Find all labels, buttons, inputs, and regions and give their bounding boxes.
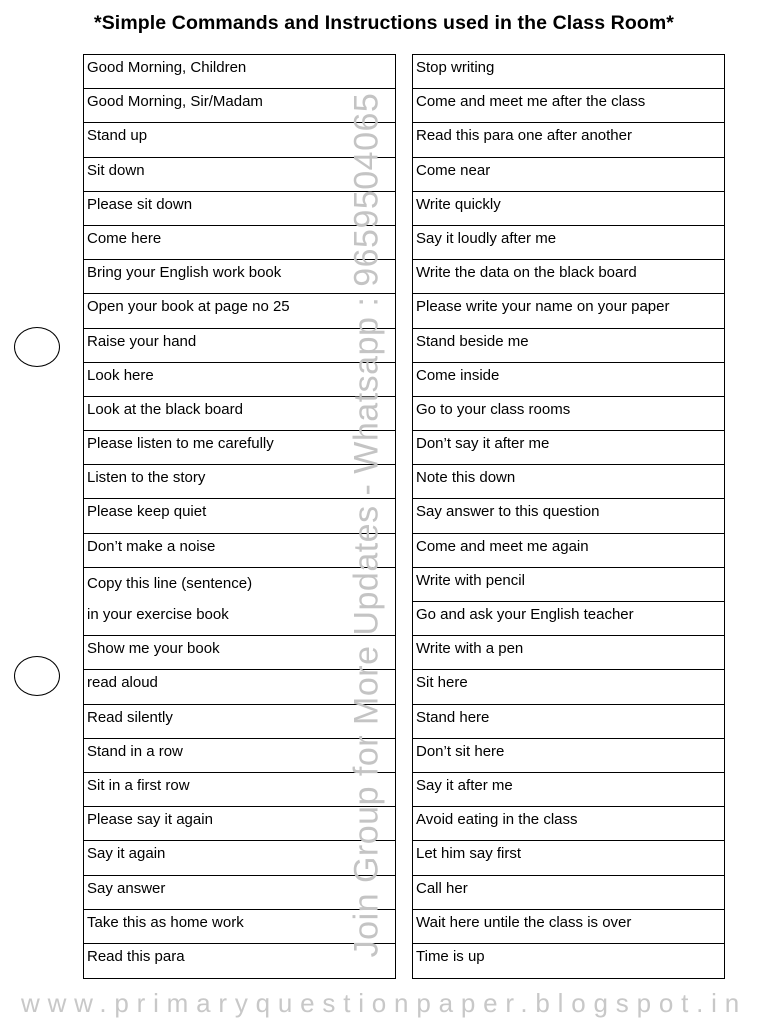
- table-row: Read this para: [87, 947, 185, 965]
- table-row: Call her: [413, 876, 724, 910]
- table-row: Come and meet me after the class: [413, 89, 724, 123]
- table-row: Read silently: [84, 705, 395, 739]
- table-row: Say answer to this question: [413, 499, 724, 533]
- table-row: Sit here: [413, 670, 724, 704]
- row-text-line: in your exercise book: [87, 605, 229, 623]
- table-row: Don’t sit here: [413, 739, 724, 773]
- table-row: Stand here: [413, 705, 724, 739]
- table-row: Come and meet me again: [413, 534, 724, 568]
- table-row: read aloud: [84, 670, 395, 704]
- table-row: Go to your class rooms: [413, 397, 724, 431]
- table-row: Please keep quiet: [84, 499, 395, 533]
- table-row: Stand in a row: [84, 739, 395, 773]
- table-row: Please say it again: [84, 807, 395, 841]
- punch-hole-bottom: [14, 656, 60, 696]
- table-row: Time is up: [416, 947, 485, 965]
- table-row: Read this para one after another: [413, 123, 724, 157]
- table-row: Sit in a first row: [84, 773, 395, 807]
- table-row: Good Morning, Children: [84, 55, 395, 89]
- table-row: Look here: [84, 363, 395, 397]
- table-row: Write with pencil: [413, 568, 724, 602]
- table-row: Come near: [413, 158, 724, 192]
- punch-hole-top: [14, 327, 60, 367]
- table-row: Let him say first: [413, 841, 724, 875]
- right-instructions-table: [412, 54, 725, 979]
- table-row: Write quickly: [413, 192, 724, 226]
- table-row: Say it loudly after me: [413, 226, 724, 260]
- table-row: Look at the black board: [84, 397, 395, 431]
- table-row: Stand up: [84, 123, 395, 157]
- table-row: Take this as home work: [84, 910, 395, 944]
- table-row: Please write your name on your paper: [413, 294, 724, 328]
- table-row: Listen to the story: [84, 465, 395, 499]
- table-row: Say it again: [84, 841, 395, 875]
- table-row: Note this down: [413, 465, 724, 499]
- table-row: Write with a pen: [413, 636, 724, 670]
- table-row: Bring your English work book: [84, 260, 395, 294]
- table-row: [84, 568, 395, 636]
- table-row: Stop writing: [413, 55, 724, 89]
- table-row: Don’t make a noise: [84, 534, 395, 568]
- table-row: Say answer: [84, 876, 395, 910]
- page-title: *Simple Commands and Instructions used in the Class Room*: [94, 12, 674, 34]
- table-row: Come here: [84, 226, 395, 260]
- table-row: Open your book at page no 25: [84, 294, 395, 328]
- table-row: Show me your book: [84, 636, 395, 670]
- table-row: Please sit down: [84, 192, 395, 226]
- left-instructions-table: [83, 54, 396, 979]
- footer-url: www.primaryquestionpaper.blogspot.in: [21, 988, 747, 1018]
- table-row: Don’t say it after me: [413, 431, 724, 465]
- table-row: Wait here untile the class is over: [413, 910, 724, 944]
- watermark-text: Join Group for More Updates - Whatsapp : 9659504065: [347, 92, 386, 958]
- table-row: Stand beside me: [413, 329, 724, 363]
- table-row: Come inside: [413, 363, 724, 397]
- table-row: Please listen to me carefully: [84, 431, 395, 465]
- table-row: Raise your hand: [84, 329, 395, 363]
- table-row: Avoid eating in the class: [413, 807, 724, 841]
- table-row: Go and ask your English teacher: [413, 602, 724, 636]
- table-row: Good Morning, Sir/Madam: [84, 89, 395, 123]
- table-row: Say it after me: [413, 773, 724, 807]
- table-row: Write the data on the black board: [413, 260, 724, 294]
- table-row: Sit down: [84, 158, 395, 192]
- row-text-line: Copy this line (sentence): [87, 574, 253, 592]
